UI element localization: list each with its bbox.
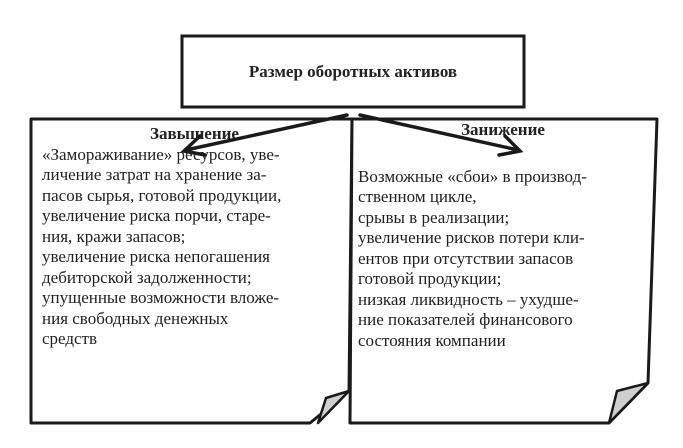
understatement-block [358, 120, 648, 351]
understatement-text: Возможные «сбои» в производ- ственном цикле, срывы в реализации; увеличение рисков потери кли- ентов при отсутствии запасов готовой продукции; низкая ликвидность – ухудше- ние показателей финансового состояния компании [358, 166, 587, 350]
overstatement-text: «Замораживание» ресурсов, уве- личение затрат на хранение за- пасов сырья, готовой продукции, увеличение риска порчи, старе- ния, кражи запасов; увеличение риска непогашения дебиторской задолженности; упущенные возможности вложе- ния свободных денежных средств [42, 144, 282, 348]
overstatement-heading: Завышение [150, 124, 239, 143]
overstatement-block [42, 124, 347, 350]
understatement-heading: Занижение [461, 120, 545, 139]
root-title: Размер оборотных активов [248, 62, 458, 81]
